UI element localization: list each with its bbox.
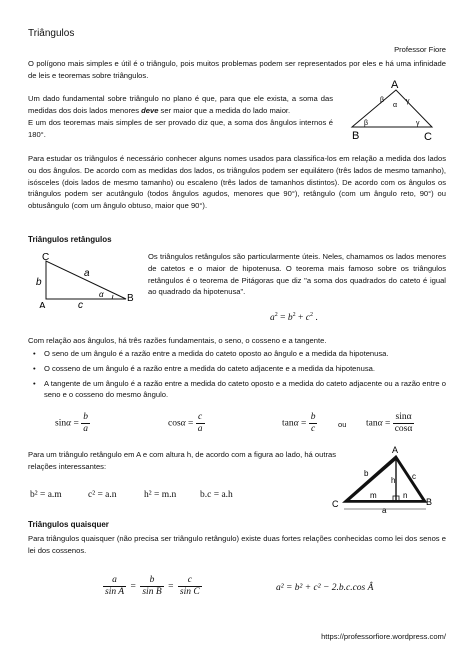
altitude-triangle-figure — [330, 443, 442, 515]
tangent-equation: tanα = $\frac{b}{c}$ — [282, 412, 316, 434]
author-name: Professor Fiore — [394, 45, 446, 54]
relation-4: b.c = a.h — [200, 490, 233, 500]
relation-3: h² = m.n — [144, 490, 177, 500]
fig2-side-c: c — [78, 300, 83, 308]
pythagoras-equation: $a^2 = b^2 + c^2$ . — [270, 312, 318, 324]
fig1-gamma-top: γ — [406, 98, 410, 105]
law-of-cosines: a² = b² + c² − 2.b.c.cos Â — [276, 583, 374, 593]
right-triangle-figure — [34, 252, 144, 308]
relation-1: b² = a.m — [30, 490, 62, 500]
classification-paragraph: Para estudar os triângulos é necessário conhecer alguns nomes usados para classifica-los em relação a medida dos lados ou dos ângulos. De acordo com as medidas dos lados, os triângulos podem ser equilátero (três lados de mesmo tamanho), isósceles (dois lados de mesmo tamanho) ou escaleno (três lados de tamanhos distintos). De acordo com os ângulos os triângulos podem ser acutângulo (todos ângulos agudos, menores que 90°), retângulo (com um ângulo reto, 90°) ou obtusângulo (com um ângulo obtuso, maior que 90°). — [28, 154, 446, 211]
law-of-sines: $\frac{a}{\text{sin A}}$ = $\frac{b}{\text{sin B}}$ = $\frac{c}{\text{sin C}}$ — [105, 575, 200, 597]
list-item: • O cosseno de um ângulo é a razão entre a medida do cateto adjacente e a medida da hipotenusa. — [30, 363, 446, 375]
trig-bullet-list — [30, 348, 446, 401]
intro-paragraph: O polígono mais simples e útil é o triângulo, pois muitos problemas podem ser representados por eles e há uma infinidade de leis e teoremas sobre triângulos. — [28, 59, 446, 80]
fig2-side-b: b — [36, 277, 42, 288]
fig1-vertex-A: A — [391, 79, 399, 91]
relation-2: c² = a.n — [88, 490, 117, 500]
page-title: Triângulos — [28, 28, 75, 39]
fig1-vertex-B: B — [352, 130, 360, 142]
list-item: • A tangente de um ângulo é a razão entre a medida do cateto oposto e a medida do cateto adjacente ou a razão entre o seno e o cosseno do mesmo ângulo. — [30, 378, 446, 402]
fig3-vertex-B: B — [426, 497, 433, 507]
fig1-beta-top: β — [380, 97, 385, 104]
fig1-alpha: α — [393, 102, 398, 109]
fig3-side-c: c — [412, 472, 416, 481]
triangle-inequality-paragraph — [28, 93, 333, 117]
cosine-equation: cosα = $\frac{c}{a}$ — [168, 412, 203, 434]
fig3-segment-n: n — [403, 491, 408, 500]
fig2-vertex-C: C — [42, 252, 50, 263]
or-label: ou — [338, 420, 347, 429]
list-item: • O seno de um ângulo é a razão entre a medida do cateto oposto ao ângulo e a medida da hipotenusa. — [30, 348, 446, 360]
triangle-angles-figure — [340, 76, 446, 146]
ineq-emphasis: deve — [141, 105, 159, 115]
height-relations-paragraph: Para um triângulo retângulo em A e com altura h, de acordo com a figura ao lado, há outras relações interessantes: — [28, 450, 336, 471]
right-triangles-paragraph: Os triângulos retângulos são particularmente úteis. Neles, chamamos os lados menores de catetos e o maior de hipotenusa. O teorema mais famoso sobre os triângulos retângulos é o teorema de Pitágoras que diz "a soma dos quadrados do cateto é igual ao quadrado da hipotenusa". — [148, 252, 446, 297]
any-triangles-paragraph: Para triângulos quaisquer (não precisa ser triângulo retângulo) existe duas fortes relações conhecidas como lei dos senos e lei dos cossenos. — [28, 534, 446, 555]
pyth-b: b — [287, 313, 293, 324]
angle-sum-paragraph: E um dos teoremas mais simples de ser provado diz que, a soma dos ângulos internos é 180°. — [28, 118, 333, 139]
fig3-vertex-C: C — [332, 499, 339, 509]
ineq-text-2: ser maior que a medida do lado maior. — [158, 105, 291, 115]
fig3-side-b: b — [364, 469, 369, 478]
fig2-vertex-A: A — [39, 301, 46, 308]
section-any-triangles: Triângulos quaisquer — [28, 520, 109, 529]
pyth-c: c — [305, 313, 310, 324]
fig1-vertex-C: C — [424, 131, 432, 143]
fig1-gamma: γ — [416, 120, 420, 127]
ratios-intro: Com relação aos ângulos, há três razões fundamentais, o seno, o cosseno e a tangente. — [28, 336, 327, 345]
fig2-vertex-B: B — [127, 293, 134, 304]
tangent-ratio-equation: tanα = $\frac{\sin\alpha}{\cos\alpha}$ — [366, 412, 413, 434]
section-right-triangles: Triângulos retângulos — [28, 235, 112, 244]
pyth-a: a — [270, 313, 275, 324]
fig1-beta: β — [364, 120, 369, 127]
pyth-eq: = — [277, 313, 288, 324]
pyth-dot: . — [312, 313, 318, 324]
fig3-vertex-A: A — [392, 445, 399, 455]
fig3-height-h: h — [391, 476, 396, 485]
fig2-alpha: α — [99, 290, 104, 299]
sine-equation: sinα = $\frac{b}{a}$ — [55, 412, 88, 434]
fig3-segment-m: m — [370, 491, 377, 500]
footer-url: https://professorfiore.wordpress.com/ — [321, 632, 446, 641]
pyth-plus: + — [295, 313, 306, 324]
fig3-side-a: a — [382, 506, 387, 515]
ineq-text-1: Um dado fundamental sobre triângulo no plano é que, para que ele exista, a soma das medidas dos dois lados menores — [28, 94, 333, 115]
fig2-side-a: a — [84, 268, 90, 279]
